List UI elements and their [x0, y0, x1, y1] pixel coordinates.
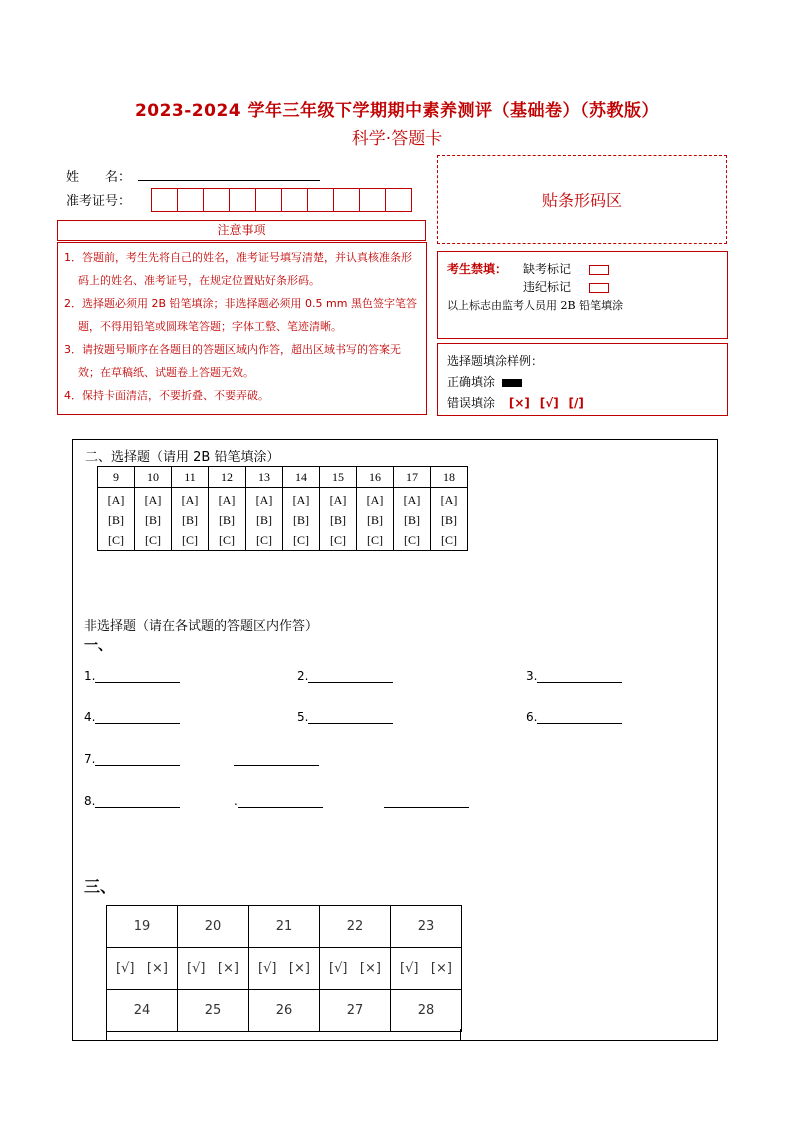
examiner-only-box	[437, 251, 728, 339]
id-digit-box[interactable]	[333, 188, 360, 212]
absent-mark-box[interactable]	[589, 265, 609, 275]
option-b[interactable]: [B]	[135, 510, 172, 530]
ban-note: 以上标志由监考人员用 2B 铅笔填涂	[447, 299, 624, 312]
question-number: 28	[391, 990, 462, 1032]
id-digit-box[interactable]	[177, 188, 204, 212]
option-b[interactable]: [B]	[98, 510, 135, 530]
option-a[interactable]: [A]	[357, 488, 394, 511]
exam-id-boxes[interactable]	[152, 188, 412, 212]
wrong-fill-label: 错误填涂	[447, 396, 496, 410]
fill-sample-box	[437, 343, 728, 416]
notice-item: 3．请按题号顺序在各题目的答题区域内作答，超出区域书写的答案无效；在草稿纸、试题卷上答题无效。	[64, 343, 401, 379]
grid-continuation	[106, 1029, 461, 1040]
option-a[interactable]: [A]	[394, 488, 431, 511]
option-c[interactable]: [C]	[320, 530, 357, 551]
option-c[interactable]: [C]	[283, 530, 320, 551]
false-option[interactable]: [×]	[430, 961, 452, 976]
option-c[interactable]: [C]	[357, 530, 394, 551]
question-number: 10	[135, 467, 172, 488]
option-b[interactable]: [B]	[320, 510, 357, 530]
answer-blank[interactable]	[95, 682, 180, 683]
blank-number: 7.	[84, 752, 96, 766]
wrong-mark: [/]	[568, 396, 584, 410]
question-number: 9	[98, 467, 135, 488]
blank-number: 3.	[526, 669, 538, 683]
wrong-mark: [√]	[539, 396, 559, 410]
question-number: 25	[178, 990, 249, 1032]
question-number: 12	[209, 467, 246, 488]
option-a[interactable]: [A]	[283, 488, 320, 511]
option-c[interactable]: [C]	[394, 530, 431, 551]
id-digit-box[interactable]	[203, 188, 230, 212]
blank-number: 4.	[84, 710, 96, 724]
blank-number: .	[234, 794, 238, 808]
option-b[interactable]: [B]	[394, 510, 431, 530]
false-option[interactable]: [×]	[146, 961, 168, 976]
option-b[interactable]: [B]	[431, 510, 468, 530]
option-c[interactable]: [C]	[246, 530, 283, 551]
option-b[interactable]: [B]	[357, 510, 394, 530]
option-b[interactable]: [B]	[283, 510, 320, 530]
answer-blank[interactable]	[537, 723, 622, 724]
id-digit-box[interactable]	[359, 188, 386, 212]
false-option[interactable]: [×]	[288, 961, 310, 976]
id-digit-box[interactable]	[307, 188, 334, 212]
answer-blank[interactable]	[308, 682, 393, 683]
question-number: 11	[172, 467, 209, 488]
question-number: 14	[283, 467, 320, 488]
false-option[interactable]: [×]	[359, 961, 381, 976]
id-digit-box[interactable]	[229, 188, 256, 212]
question-number: 24	[107, 990, 178, 1032]
question-number: 21	[249, 906, 320, 948]
wrong-mark: [×]	[508, 396, 530, 410]
sample-title: 选择题填涂样例：	[447, 354, 544, 368]
option-c[interactable]: [C]	[431, 530, 468, 551]
answer-blank[interactable]	[234, 765, 319, 766]
id-digit-box[interactable]	[281, 188, 308, 212]
answer-blank[interactable]	[384, 807, 469, 808]
question-number: 23	[391, 906, 462, 948]
notice-item: 2．选择题必须用 2B 铅笔填涂；非选择题必须用 0.5 mm 黑色签字笔答题，不得用铅笔或圆珠笔答题；字体工整、笔迹清晰。	[64, 297, 417, 333]
exam-id-label: 准考证号：	[66, 194, 132, 209]
option-c[interactable]: [C]	[98, 530, 135, 551]
barcode-area	[437, 155, 727, 244]
question-number: 20	[178, 906, 249, 948]
option-a[interactable]: [A]	[135, 488, 172, 511]
notice-body	[57, 242, 427, 415]
section2-title: 二、选择题（请用 2B 铅笔填涂）	[85, 450, 280, 465]
violation-mark-label: 违纪标记	[523, 280, 572, 294]
answer-blank[interactable]	[95, 765, 180, 766]
page-subtitle: 科学·答题卡	[351, 129, 443, 149]
option-a[interactable]: [A]	[209, 488, 246, 511]
true-option[interactable]: [√]	[187, 961, 206, 976]
blank-number: 1.	[84, 669, 96, 683]
answer-blank[interactable]	[238, 807, 323, 808]
true-false-options[interactable]	[178, 948, 249, 990]
answer-blank[interactable]	[95, 807, 180, 808]
question-number: 17	[394, 467, 431, 488]
true-option[interactable]: [√]	[258, 961, 277, 976]
true-false-options[interactable]	[249, 948, 320, 990]
id-digit-box[interactable]	[385, 188, 412, 212]
option-a[interactable]: [A]	[98, 488, 135, 511]
true-false-options[interactable]	[320, 948, 391, 990]
answer-blank[interactable]	[95, 723, 180, 724]
question-number: 13	[246, 467, 283, 488]
id-digit-box[interactable]	[255, 188, 282, 212]
id-digit-box[interactable]	[151, 188, 178, 212]
absent-mark-label: 缺考标记	[523, 262, 572, 276]
correct-fill-mark	[502, 379, 522, 387]
question-number: 27	[320, 990, 391, 1032]
name-label: 姓 名：	[66, 170, 132, 185]
question-number: 15	[320, 467, 357, 488]
true-false-grid	[106, 905, 462, 1032]
option-a[interactable]: [A]	[172, 488, 209, 511]
false-option[interactable]: [×]	[217, 961, 239, 976]
true-option[interactable]: [√]	[116, 961, 135, 976]
option-a[interactable]: [A]	[320, 488, 357, 511]
true-option[interactable]: [√]	[329, 961, 348, 976]
true-option[interactable]: [√]	[400, 961, 419, 976]
option-c[interactable]: [C]	[135, 530, 172, 551]
question-number: 16	[357, 467, 394, 488]
option-a[interactable]: [A]	[431, 488, 468, 511]
notice-heading: 注意事项	[57, 220, 426, 241]
notice-item: 1．答题前，考生先将自己的姓名，准考证号填写清楚，并认真核准条形码上的姓名、准考证号，在规定位置贴好条形码。	[64, 251, 412, 287]
page-title: 2023-2024 学年三年级下学期期中素养测评（基础卷）（苏教版）	[134, 101, 660, 121]
barcode-label: 贴条形码区	[541, 191, 622, 210]
blank-number: 6.	[526, 710, 538, 724]
answer-blank[interactable]	[308, 723, 393, 724]
correct-fill-label: 正确填涂	[447, 375, 496, 389]
choice-grid	[97, 466, 468, 551]
blank-number: 8.	[84, 794, 96, 808]
option-b[interactable]: [B]	[209, 510, 246, 530]
question-number: 19	[107, 906, 178, 948]
true-false-options[interactable]	[107, 948, 178, 990]
violation-mark-box[interactable]	[589, 283, 609, 293]
part1-title: 一、	[84, 638, 112, 654]
option-a[interactable]: [A]	[246, 488, 283, 511]
true-false-options[interactable]	[391, 948, 462, 990]
question-number: 22	[320, 906, 391, 948]
nonchoice-title: 非选择题（请在各试题的答题区内作答）	[84, 619, 319, 634]
blank-number: 2.	[297, 669, 309, 683]
blank-number: 5.	[297, 710, 309, 724]
ban-label: 考生禁填：	[447, 262, 508, 276]
question-number: 26	[249, 990, 320, 1032]
answer-blank[interactable]	[537, 682, 622, 683]
option-c[interactable]: [C]	[209, 530, 246, 551]
option-b[interactable]: [B]	[172, 510, 209, 530]
option-c[interactable]: [C]	[172, 530, 209, 551]
option-b[interactable]: [B]	[246, 510, 283, 530]
section3-title: 三、	[84, 877, 117, 896]
name-field[interactable]	[138, 180, 320, 181]
question-number: 18	[431, 467, 468, 488]
notice-item: 4．保持卡面清洁，不要折叠、不要弄破。	[64, 389, 269, 402]
answer-area	[72, 439, 718, 1041]
